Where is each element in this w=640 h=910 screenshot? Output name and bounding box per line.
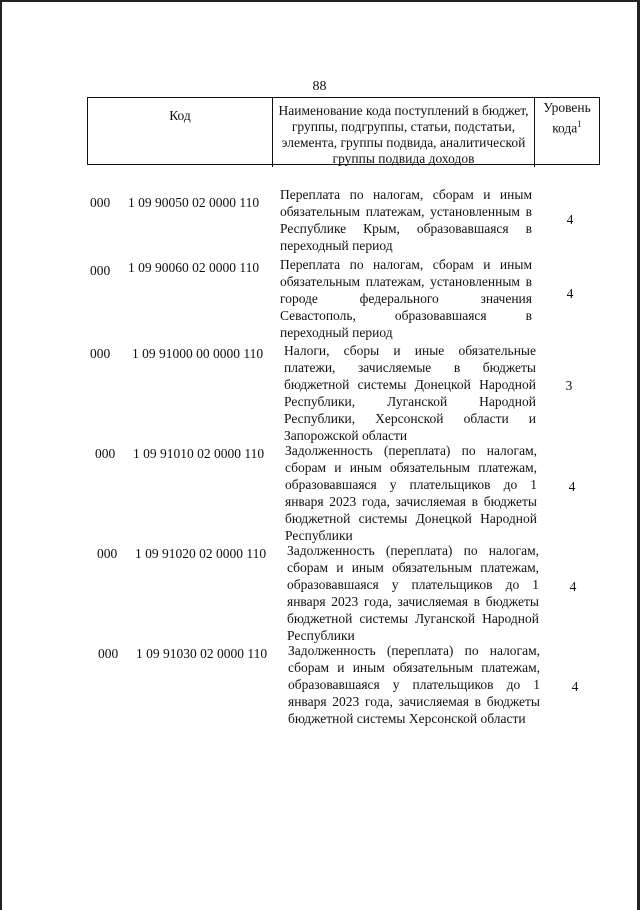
header-level-label: Уровень кода [543, 100, 591, 136]
row-name: Переплата по налогам, сборам и иным обязательным платежам, установленным в Республике Крым, образовавшаяся в переходный период [280, 187, 532, 253]
row-name: Задолженность (переплата) по налогам, сборам и иным обязательным платежам, образовавшаяся у плательщиков до 1 января 2023 года, зачисляемая в бюджеты бюджетной системы Донецкой Народной Республики [285, 443, 537, 543]
row-name: Налоги, сборы и иные обязательные платежи, зачисляемые в бюджеты бюджетной системы Донецкой Народной Республики, Луганской Народной Республики, Херсонской области и Запорожской области [284, 343, 536, 443]
header-level [535, 98, 599, 167]
row-name: Переплата по налогам, сборам и иным обязательным платежам, установленным в городе федерального значения Севастополь, образовавшаяся в переходный период [280, 257, 532, 340]
row-revenue-code: 1 09 91000 00 0000 110 [132, 346, 264, 361]
row-level: 4 [566, 286, 574, 301]
row-level: 4 [566, 212, 574, 227]
row-admin-code: 000 [90, 195, 111, 210]
row-admin-code: 000 [98, 646, 119, 661]
row-revenue-code: 1 09 90060 02 0000 110 [128, 260, 260, 275]
page-number: 88 [312, 79, 327, 94]
row-level: 4 [569, 579, 577, 594]
row-admin-code: 000 [90, 263, 111, 278]
row-name: Задолженность (переплата) по налогам, сборам и иным обязательным платежам, образовавшаяся у плательщиков до 1 января 2023 года, зачисляемая в бюджеты бюджетной системы Херсонской области [288, 643, 540, 726]
header-kod: Код [88, 98, 273, 167]
row-level: 4 [568, 479, 576, 494]
header-level-footnote: 1 [577, 119, 582, 129]
row-level: 4 [571, 679, 579, 694]
row-level: 3 [565, 378, 573, 393]
header-name: Наименование кода поступлений в бюджет, группы, подгруппы, статьи, подстатьи, элемента, группы подвида, аналитической группы подвида доходов [273, 98, 535, 167]
table-header [87, 97, 600, 165]
row-revenue-code: 1 09 91020 02 0000 110 [135, 546, 267, 561]
row-revenue-code: 1 09 91010 02 0000 110 [133, 446, 265, 461]
row-revenue-code: 1 09 90050 02 0000 110 [128, 195, 260, 210]
row-revenue-code: 1 09 91030 02 0000 110 [136, 646, 268, 661]
row-admin-code: 000 [95, 446, 116, 461]
row-name: Задолженность (переплата) по налогам, сборам и иным обязательным платежам, образовавшаяся у плательщиков до 1 января 2023 года, зачисляемая в бюджеты бюджетной системы Луганской Народной Республики [287, 543, 539, 643]
row-admin-code: 000 [90, 346, 111, 361]
row-admin-code: 000 [97, 546, 118, 561]
